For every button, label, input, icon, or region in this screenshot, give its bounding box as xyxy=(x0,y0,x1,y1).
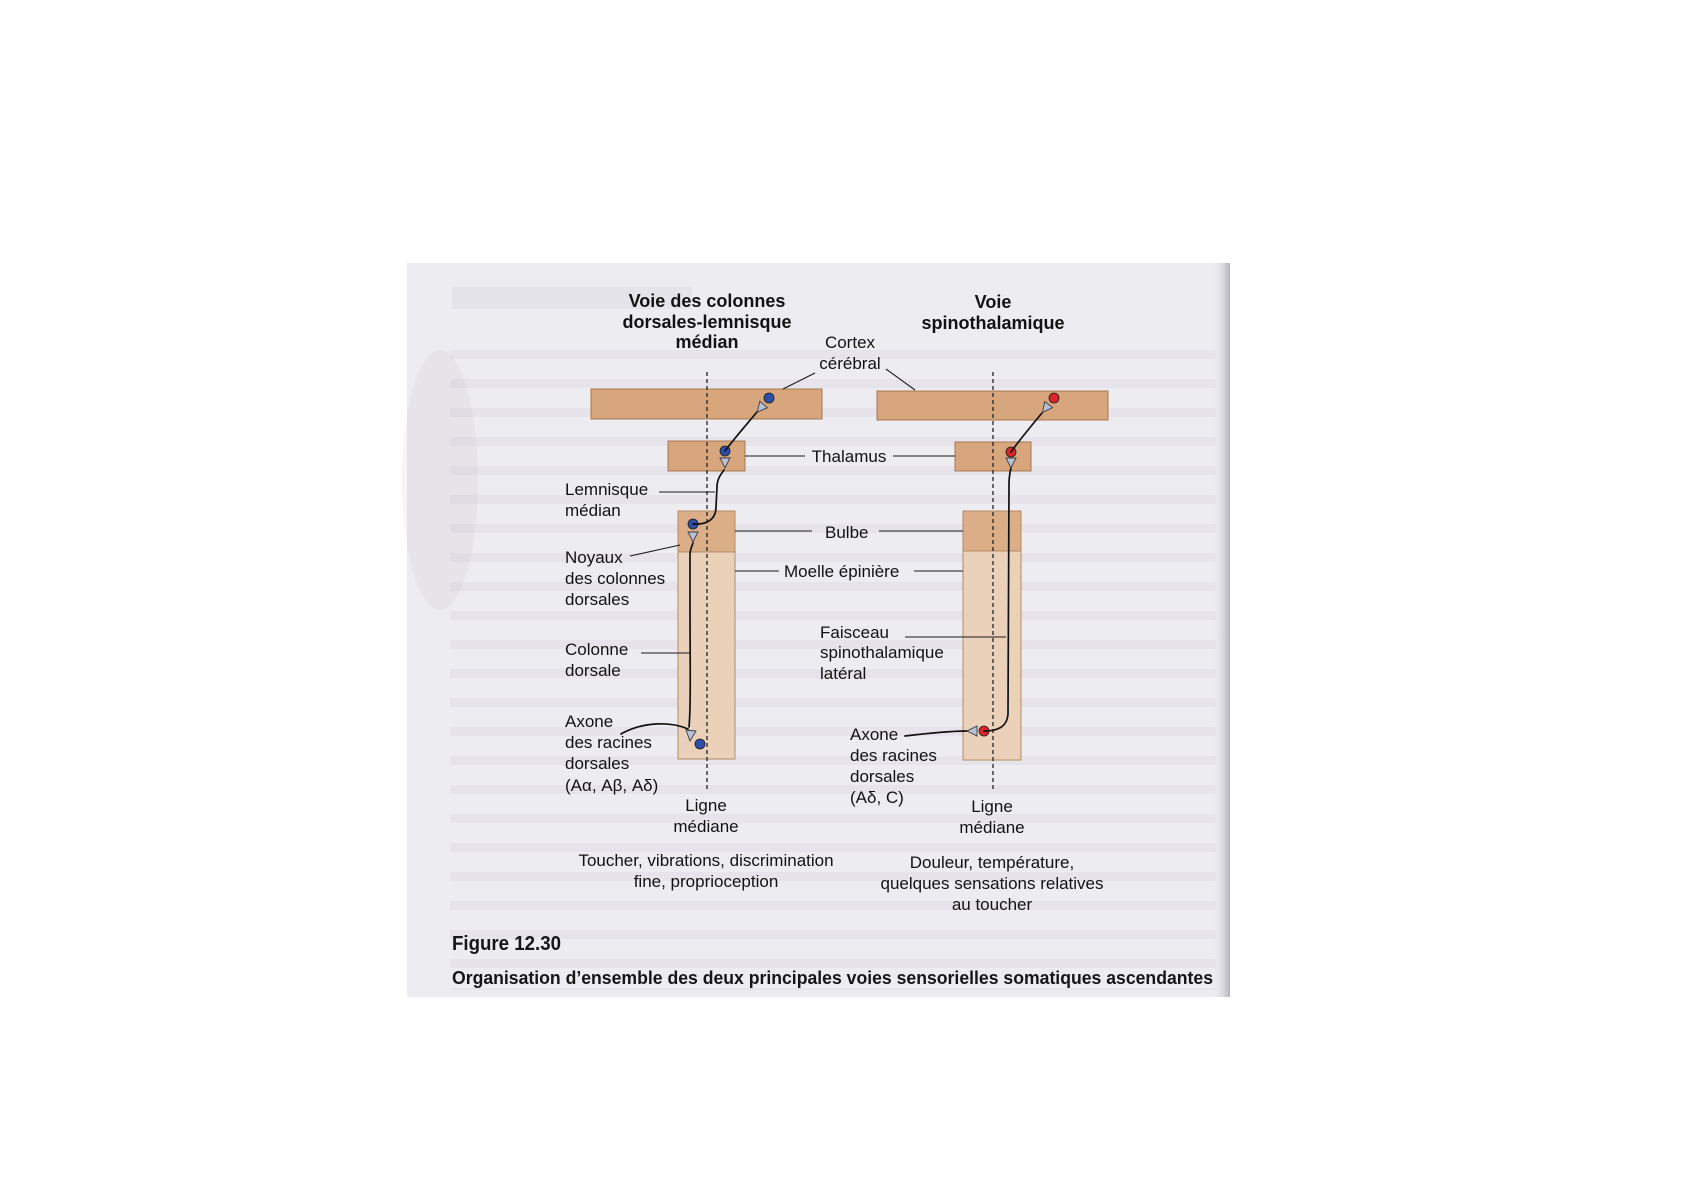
label-line: Colonne xyxy=(565,640,629,659)
label-line: Toucher, vibrations, discrimination xyxy=(578,851,834,870)
label-line: cérébral xyxy=(819,354,881,373)
medulla-label: Bulbe xyxy=(825,523,869,542)
thalamus-label: Thalamus xyxy=(811,447,887,466)
neuron-dot xyxy=(695,739,705,749)
title-line: médian xyxy=(675,332,739,352)
neuron-dot xyxy=(764,393,774,403)
label-line: Axone xyxy=(850,725,899,744)
medulla-left xyxy=(678,511,735,552)
label-line: médiane xyxy=(959,818,1025,837)
medulla-right xyxy=(963,511,1021,551)
label-line: des colonnes xyxy=(565,569,666,588)
label-line: dorsales xyxy=(565,754,630,773)
label-line: (Aδ, C) xyxy=(850,788,904,807)
label-line: latéral xyxy=(820,664,867,683)
label-line: dorsales xyxy=(850,767,915,786)
label-line: dorsales xyxy=(565,590,630,609)
label-line: au toucher xyxy=(951,895,1033,914)
label-line: médian xyxy=(565,501,621,520)
label-line: Noyaux xyxy=(565,548,623,567)
figure-number: Figure 12.30 xyxy=(452,933,561,955)
label-line: médiane xyxy=(673,817,739,836)
label-line: Faisceau xyxy=(820,623,889,642)
label-line: spinothalamique xyxy=(820,643,944,662)
title-line: spinothalamique xyxy=(921,313,1065,333)
figure-caption: Organisation d’ensemble des deux principales voies sensorielles somatiques ascendantes xyxy=(452,968,1213,988)
label-line: (Aα, Aβ, Aδ) xyxy=(565,776,659,795)
label-line: Ligne xyxy=(971,797,1013,816)
title-line: dorsales-lemnisque xyxy=(622,312,792,332)
label-line: fine, proprioception xyxy=(633,872,779,891)
spinal-cord-label: Moelle épinière xyxy=(784,562,900,581)
label-line: Lemnisque xyxy=(565,480,649,499)
scanned-figure xyxy=(402,263,1230,997)
label-line: Cortex xyxy=(824,333,876,352)
label-line: Ligne xyxy=(685,796,727,815)
show-through-smudge xyxy=(402,350,478,610)
title-line: Voie des colonnes xyxy=(628,291,786,311)
label-line: Douleur, température, xyxy=(909,853,1075,872)
scan-edge-shadow xyxy=(1212,263,1230,997)
label-line: Axone xyxy=(565,712,614,731)
label-line: quelques sensations relatives xyxy=(880,874,1104,893)
neuron-dot xyxy=(1049,393,1059,403)
title-line: Voie xyxy=(974,292,1012,312)
label-line: des racines xyxy=(850,746,937,765)
label-line: dorsale xyxy=(565,661,621,680)
label-line: des racines xyxy=(565,733,652,752)
